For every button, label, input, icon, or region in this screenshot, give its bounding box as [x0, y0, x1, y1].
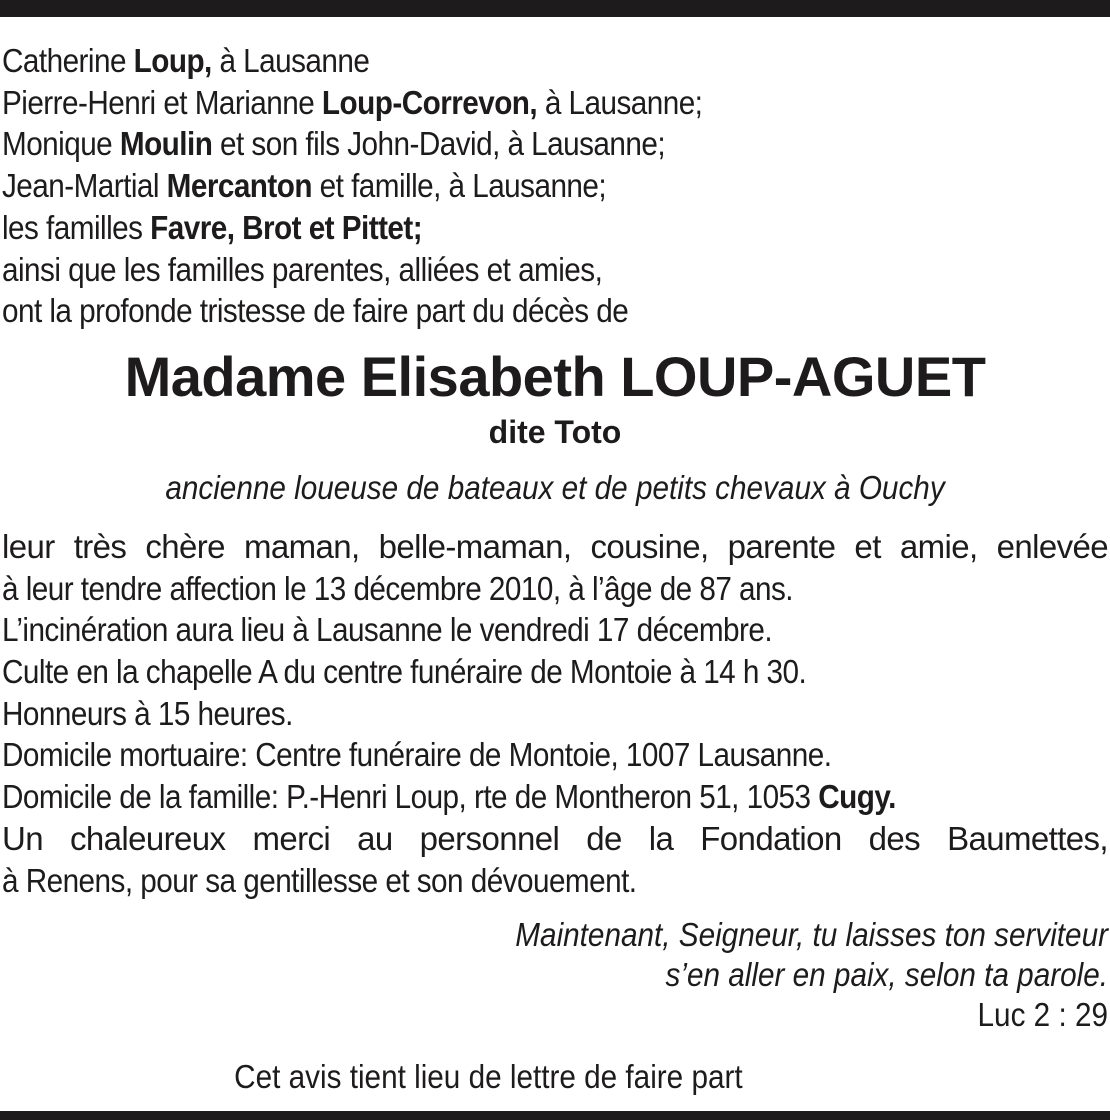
- quote-reference: Luc 2 : 29: [977, 996, 1108, 1034]
- quote-line: s’en aller en paix, selon ta parole.: [665, 956, 1108, 994]
- family-line: [2, 207, 997, 249]
- family-line-text: et son fils John-David, à Lausanne;: [212, 125, 666, 163]
- family-line-text: ainsi que les familles parentes, alliées et amies,: [2, 250, 603, 288]
- family-line-text: à Lausanne: [211, 42, 370, 79]
- family-line-text: les familles: [2, 208, 151, 246]
- family-name: Moulin: [119, 125, 213, 163]
- top-border-rule: [0, 0, 1110, 17]
- footer-text: Cet avis tient lieu de lettre de faire part: [234, 1058, 743, 1095]
- notice-body: [2, 526, 1108, 901]
- family-line-text: Monique: [2, 125, 120, 163]
- body-line: [2, 776, 997, 818]
- family-line-text: et famille, à Lausanne;: [311, 167, 607, 205]
- family-line: [2, 123, 997, 165]
- family-line: [2, 40, 997, 82]
- deceased-name: Madame Elisabeth LOUP-AGUET: [124, 344, 986, 408]
- family-name: Favre, Brot et Pittet;: [150, 208, 423, 246]
- family-name: Mercanton: [166, 167, 312, 205]
- body-line: leur très chère maman, belle-maman, cousine, parente et amie, enlevée: [2, 527, 1108, 565]
- family-line: [2, 82, 997, 124]
- body-line: L’incinération aura lieu à Lausanne le vendredi 17 décembre.: [2, 611, 773, 649]
- quote-line: Maintenant, Seigneur, tu laisses ton serviteur: [515, 916, 1108, 954]
- body-line: Domicile mortuaire: Centre funéraire de Montoie, 1007 Lausanne.: [2, 736, 832, 774]
- family-line-text: Catherine: [2, 42, 134, 79]
- body-line: à leur tendre affection le 13 décembre 2010, à l’âge de 87 ans.: [2, 569, 794, 607]
- deceased-occupation: ancienne loueuse de bateaux et de petits chevaux à Ouchy: [165, 468, 945, 506]
- footer-note: [56, 1057, 1055, 1097]
- obituary-notice: [2, 40, 1108, 1035]
- family-line-text: Pierre-Henri et Marianne: [2, 83, 322, 121]
- family-line: [2, 290, 997, 332]
- family-name: Loup,: [133, 42, 212, 79]
- family-locality: Cugy.: [818, 778, 896, 816]
- family-line-text: à Lausanne;: [537, 83, 703, 121]
- bottom-border-rule: [0, 1111, 1110, 1120]
- body-line-text: Domicile de la famille: P.-Henri Loup, rte de Montheron 51, 1053: [2, 778, 819, 816]
- family-line: [2, 165, 997, 207]
- family-line-text: ont la profonde tristesse de faire part du décès de: [2, 292, 629, 330]
- scripture-quote: [2, 915, 1108, 1035]
- family-name: Loup-Correvon,: [321, 83, 538, 121]
- family-line-text: Jean-Martial: [2, 167, 167, 205]
- family-line: [2, 249, 997, 291]
- body-line: Culte en la chapelle A du centre funéraire de Montoie à 14 h 30.: [2, 653, 807, 691]
- body-line: à Renens, pour sa gentillesse et son dévouement.: [2, 861, 637, 899]
- body-line: Un chaleureux merci au personnel de la Fondation des Baumettes,: [2, 819, 1108, 857]
- deceased-nickname: dite Toto: [488, 413, 622, 450]
- family-list: [2, 40, 1108, 332]
- body-line: Honneurs à 15 heures.: [2, 694, 293, 732]
